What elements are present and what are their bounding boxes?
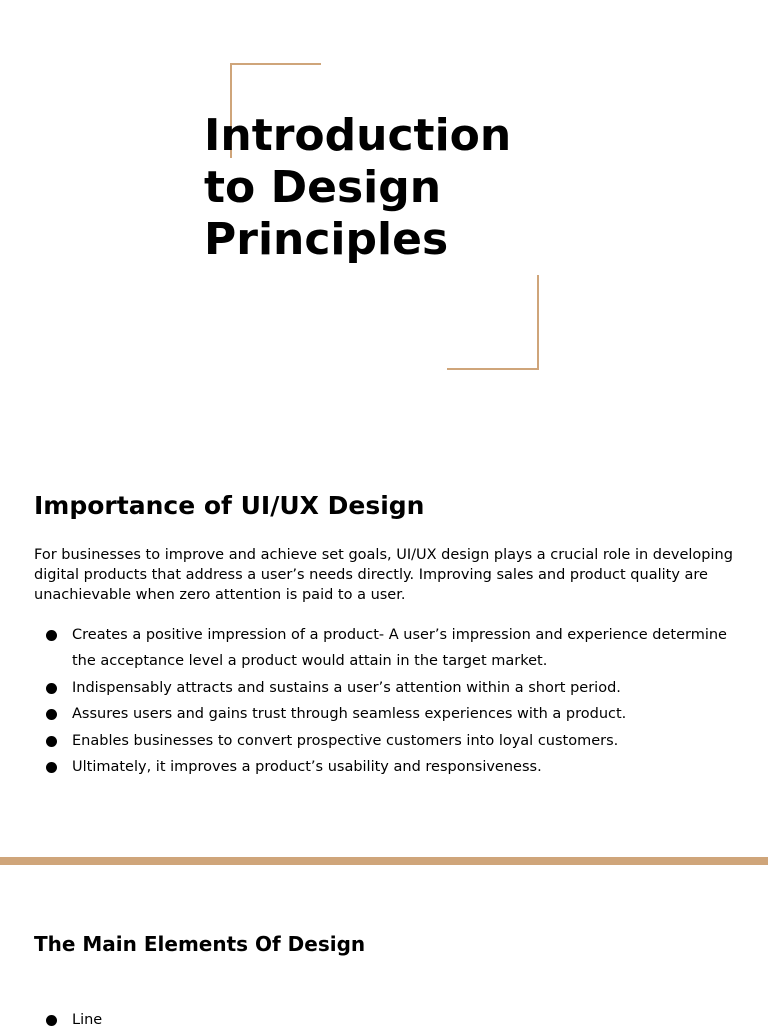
bullet-icon bbox=[46, 683, 57, 694]
list-item-text: Ultimately, it improves a product’s usability and responsiveness. bbox=[72, 759, 542, 776]
list-item bbox=[34, 754, 749, 780]
bottom-right-corner-bracket bbox=[447, 275, 539, 370]
title-line: Principles bbox=[204, 214, 449, 265]
importance-bullet-list bbox=[34, 622, 749, 780]
importance-heading: Importance of UI/UX Design bbox=[34, 491, 425, 520]
bullet-icon bbox=[46, 630, 57, 641]
list-item-text: Indispensably attracts and sustains a user’s attention within a short period. bbox=[72, 679, 621, 696]
bullet-icon bbox=[46, 736, 57, 747]
list-item-text: Assures users and gains trust through seamless experiences with a product. bbox=[72, 706, 627, 723]
elements-heading: The Main Elements Of Design bbox=[34, 932, 366, 956]
list-item-text: Creates a positive impression of a product- A user’s impression and experience determine the acceptance level a product would attain in the target market. bbox=[72, 627, 727, 670]
list-item bbox=[34, 1007, 749, 1033]
list-item-text: Enables businesses to convert prospective customers into loyal customers. bbox=[72, 732, 619, 749]
title-line: to Design bbox=[204, 162, 442, 213]
list-item-text: Line bbox=[72, 1012, 103, 1028]
elements-list bbox=[34, 1007, 749, 1033]
bullet-icon bbox=[46, 709, 57, 720]
list-item bbox=[34, 728, 749, 754]
list-item bbox=[34, 622, 749, 675]
bullet-icon bbox=[46, 1015, 57, 1026]
list-item bbox=[34, 675, 749, 701]
bullet-icon bbox=[46, 762, 57, 773]
title-line: Introduction bbox=[204, 110, 512, 161]
list-item bbox=[34, 701, 749, 727]
importance-paragraph: For businesses to improve and achieve set goals, UI/UX design plays a crucial role in developing digital products that address a user’s needs directly. Improving sales and product quality are unachievable when zero attention is paid to a user. bbox=[34, 547, 733, 603]
page-title bbox=[204, 110, 511, 266]
section-divider bbox=[0, 857, 768, 865]
